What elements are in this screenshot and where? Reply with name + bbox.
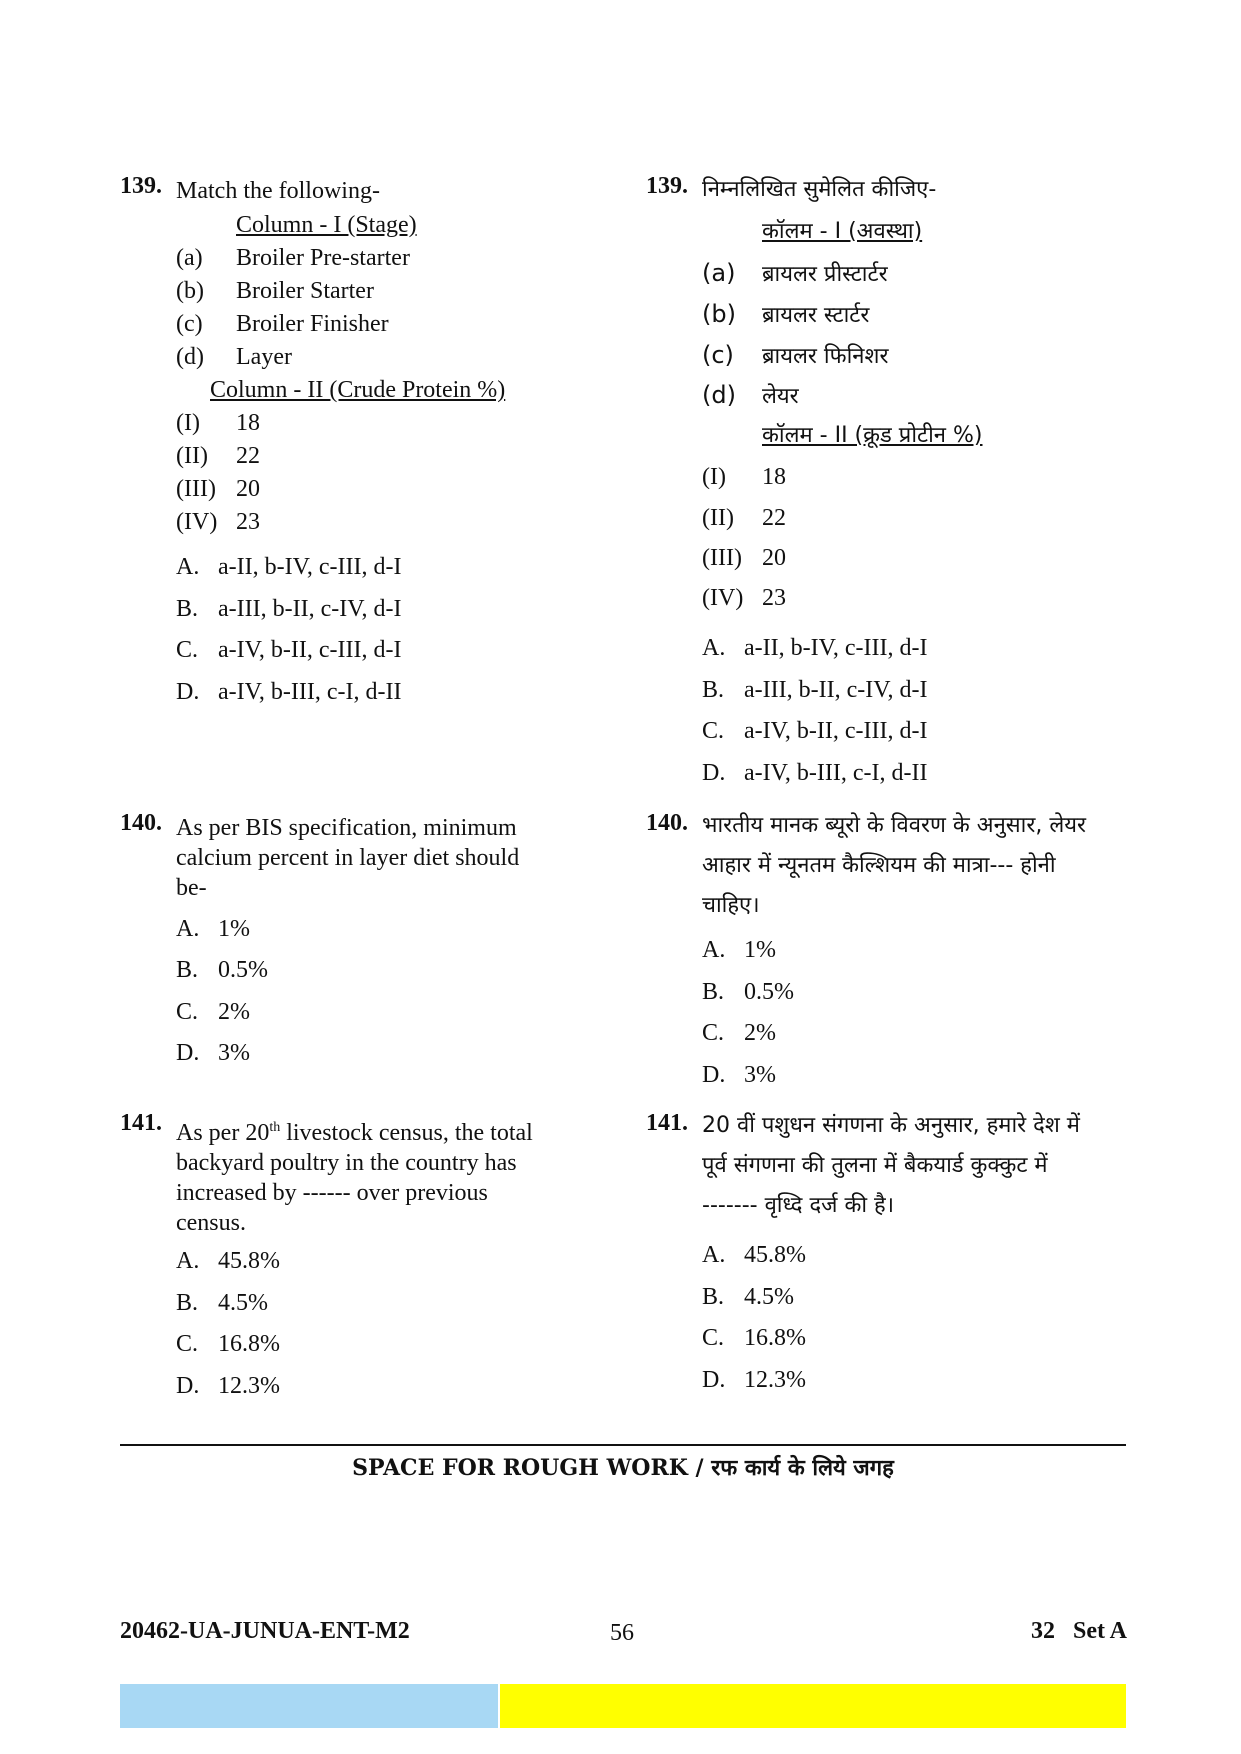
answer-option[interactable] xyxy=(702,633,927,663)
question-number: 141. xyxy=(120,1110,162,1136)
match-label: (IV) xyxy=(176,509,218,535)
paper-code: 20462-UA-JUNUA-ENT-M2 xyxy=(120,1618,410,1644)
question-number: 140. xyxy=(646,810,688,836)
match-item xyxy=(176,441,260,471)
option-text: a-II, b-IV, c-III, d-I xyxy=(744,635,928,661)
match-item xyxy=(176,408,260,438)
question-number: 139. xyxy=(120,173,162,199)
answer-option[interactable] xyxy=(702,1323,806,1353)
match-label: (c) xyxy=(702,341,734,369)
answer-option[interactable] xyxy=(176,594,401,624)
match-label: (c) xyxy=(176,311,203,337)
option-text: a-III, b-II, c-IV, d-I xyxy=(744,677,928,703)
answer-option[interactable] xyxy=(176,1038,250,1068)
match-label: (b) xyxy=(176,278,204,304)
match-text: ब्रायलर प्रीस्टार्टर xyxy=(762,262,888,287)
match-text: 22 xyxy=(762,505,786,531)
option-label: B. xyxy=(702,1284,725,1310)
option-label: A. xyxy=(176,1248,200,1274)
answer-option[interactable] xyxy=(702,1240,806,1270)
question-stem xyxy=(702,1106,1080,1226)
stem-line: भारतीय मानक ब्यूरो के विवरण के अनुसार, लेयर xyxy=(702,813,1087,838)
option-label: B. xyxy=(176,596,199,622)
stem-line: ------- वृध्दि दर्ज की है। xyxy=(702,1193,895,1218)
match-label: (d) xyxy=(702,381,736,409)
match-text: 18 xyxy=(762,464,786,490)
answer-option[interactable] xyxy=(176,677,401,707)
match-item xyxy=(176,474,260,504)
option-label: D. xyxy=(176,1373,200,1399)
option-text: 0.5% xyxy=(218,957,268,983)
match-text: 22 xyxy=(236,443,260,469)
option-label: C. xyxy=(702,1325,725,1351)
match-item xyxy=(176,342,292,372)
answer-option[interactable] xyxy=(702,675,927,705)
stem-line xyxy=(176,1113,533,1148)
option-text: a-IV, b-II, c-III, d-I xyxy=(744,718,928,744)
answer-option[interactable] xyxy=(176,1329,280,1359)
question-number: 141. xyxy=(646,1110,688,1136)
option-text: 1% xyxy=(744,937,776,963)
answer-option[interactable] xyxy=(176,1288,268,1318)
stem-line: चाहिए। xyxy=(702,893,760,918)
option-text: a-II, b-IV, c-III, d-I xyxy=(218,554,402,580)
column-heading: Column - I (Stage) xyxy=(236,212,417,238)
match-text: Broiler Starter xyxy=(236,278,374,304)
column-heading: कॉलम - II (क्रूड प्रोटीन %) xyxy=(762,423,983,448)
option-text: 1% xyxy=(218,916,250,942)
option-label: C. xyxy=(702,718,725,744)
question-number: 139. xyxy=(646,173,688,199)
option-label: D. xyxy=(702,1062,726,1088)
option-text: 4.5% xyxy=(218,1290,268,1316)
match-item xyxy=(702,462,786,492)
answer-option[interactable] xyxy=(702,1018,776,1048)
match-label: (b) xyxy=(702,300,736,328)
stem-line: पूर्व संगणना की तुलना में बैकयार्ड कुक्कुट में xyxy=(702,1153,1048,1178)
option-label: D. xyxy=(176,1040,200,1066)
answer-option[interactable] xyxy=(176,552,401,582)
option-text: 16.8% xyxy=(218,1331,280,1357)
match-text: ब्रायलर स्टार्टर xyxy=(762,303,870,328)
option-label: D. xyxy=(702,1367,726,1393)
stem-line: As per BIS specification, minimum xyxy=(176,815,517,841)
option-text: 45.8% xyxy=(744,1242,806,1268)
match-text: लेयर xyxy=(762,384,799,409)
match-item xyxy=(176,243,410,273)
option-label: C. xyxy=(176,999,199,1025)
option-text: 12.3% xyxy=(744,1367,806,1393)
match-item xyxy=(702,375,799,417)
option-label: A. xyxy=(176,916,200,942)
option-text: 3% xyxy=(744,1062,776,1088)
answer-option[interactable] xyxy=(176,635,401,665)
option-label: C. xyxy=(176,1331,199,1357)
match-label: (I) xyxy=(176,410,200,436)
option-label: A. xyxy=(702,1242,726,1268)
option-text: 45.8% xyxy=(218,1248,280,1274)
match-item xyxy=(702,583,786,613)
answer-option[interactable] xyxy=(702,1365,806,1395)
column-heading: कॉलम - I (अवस्था) xyxy=(762,219,923,244)
answer-option[interactable] xyxy=(702,716,927,746)
superscript: th xyxy=(269,1120,281,1135)
answer-option[interactable] xyxy=(176,955,268,985)
option-text: 3% xyxy=(218,1040,250,1066)
match-item xyxy=(702,543,786,573)
match-label: (a) xyxy=(176,245,203,271)
match-text: Layer xyxy=(236,344,292,370)
match-item xyxy=(176,507,260,537)
option-label: B. xyxy=(702,979,725,1005)
color-bar-right xyxy=(500,1684,1126,1728)
answer-option[interactable] xyxy=(176,1246,280,1276)
answer-option[interactable] xyxy=(702,977,794,1007)
stem-line: आहार में न्यूनतम कैल्शियम की मात्रा--- होनी xyxy=(702,853,1056,878)
match-label: (a) xyxy=(702,259,736,287)
answer-option[interactable] xyxy=(176,914,250,944)
match-item xyxy=(702,253,888,295)
answer-option[interactable] xyxy=(176,1371,280,1401)
match-label: (I) xyxy=(702,464,726,490)
match-item xyxy=(702,294,869,336)
option-text: 2% xyxy=(744,1020,776,1046)
color-bar-left xyxy=(120,1684,498,1728)
match-label: (d) xyxy=(176,344,204,370)
option-text: 16.8% xyxy=(744,1325,806,1351)
stem-line: calcium percent in layer diet should xyxy=(176,845,520,871)
stem-text: livestock census, the total xyxy=(280,1120,533,1146)
match-text: 18 xyxy=(236,410,260,436)
match-item xyxy=(176,309,389,339)
answer-option[interactable] xyxy=(702,935,776,965)
match-text: 23 xyxy=(236,509,260,535)
match-text: Broiler Pre-starter xyxy=(236,245,410,271)
divider xyxy=(120,1444,1126,1446)
rough-work-label: SPACE FOR ROUGH WORK / रफ कार्य के लिये जगह xyxy=(352,1455,894,1481)
stem-line: backyard poultry in the country has xyxy=(176,1150,517,1176)
option-label: A. xyxy=(702,937,726,963)
match-text: 20 xyxy=(762,545,786,571)
option-text: a-IV, b-III, c-I, d-II xyxy=(744,760,928,786)
stem-text: As per 20 xyxy=(176,1120,270,1146)
option-text: 12.3% xyxy=(218,1373,280,1399)
answer-option[interactable] xyxy=(702,758,927,788)
match-text: Broiler Finisher xyxy=(236,311,389,337)
match-label: (II) xyxy=(702,505,734,531)
question-stem xyxy=(176,813,519,903)
answer-option[interactable] xyxy=(702,1060,776,1090)
match-item xyxy=(176,276,374,306)
stem-line: be- xyxy=(176,875,207,901)
match-item xyxy=(702,335,888,377)
set-label: 32 Set A xyxy=(1031,1618,1127,1644)
option-label: C. xyxy=(176,637,199,663)
option-label: B. xyxy=(176,957,199,983)
option-text: a-IV, b-II, c-III, d-I xyxy=(218,637,402,663)
option-label: A. xyxy=(702,635,726,661)
page-number: 56 xyxy=(610,1620,634,1646)
match-item xyxy=(702,503,786,533)
column-heading: Column - II (Crude Protein %) xyxy=(210,377,506,403)
option-label: C. xyxy=(702,1020,725,1046)
question-stem xyxy=(176,1113,533,1238)
answer-option[interactable] xyxy=(702,1282,794,1312)
match-label: (III) xyxy=(702,545,742,571)
answer-option[interactable] xyxy=(176,997,250,1027)
stem-line: census. xyxy=(176,1210,246,1236)
option-text: a-III, b-II, c-IV, d-I xyxy=(218,596,402,622)
match-label: (II) xyxy=(176,443,208,469)
stem-line: 20 वीं पशुधन संगणना के अनुसार, हमारे देश में xyxy=(702,1113,1080,1138)
option-label: D. xyxy=(702,760,726,786)
option-text: a-IV, b-III, c-I, d-II xyxy=(218,679,402,705)
option-text: 4.5% xyxy=(744,1284,794,1310)
stem-line: increased by ------ over previous xyxy=(176,1180,488,1206)
match-text: 20 xyxy=(236,476,260,502)
option-label: D. xyxy=(176,679,200,705)
question-number: 140. xyxy=(120,810,162,836)
option-label: B. xyxy=(702,677,725,703)
option-label: B. xyxy=(176,1290,199,1316)
match-text: 23 xyxy=(762,585,786,611)
option-label: A. xyxy=(176,554,200,580)
match-label: (III) xyxy=(176,476,216,502)
option-text: 2% xyxy=(218,999,250,1025)
question-stem xyxy=(702,806,1086,926)
question-stem: Match the following- xyxy=(176,178,380,204)
match-text: ब्रायलर फिनिशर xyxy=(762,344,889,369)
option-text: 0.5% xyxy=(744,979,794,1005)
match-label: (IV) xyxy=(702,585,744,611)
question-stem: निम्नलिखित सुमेलित कीजिए- xyxy=(702,177,937,202)
